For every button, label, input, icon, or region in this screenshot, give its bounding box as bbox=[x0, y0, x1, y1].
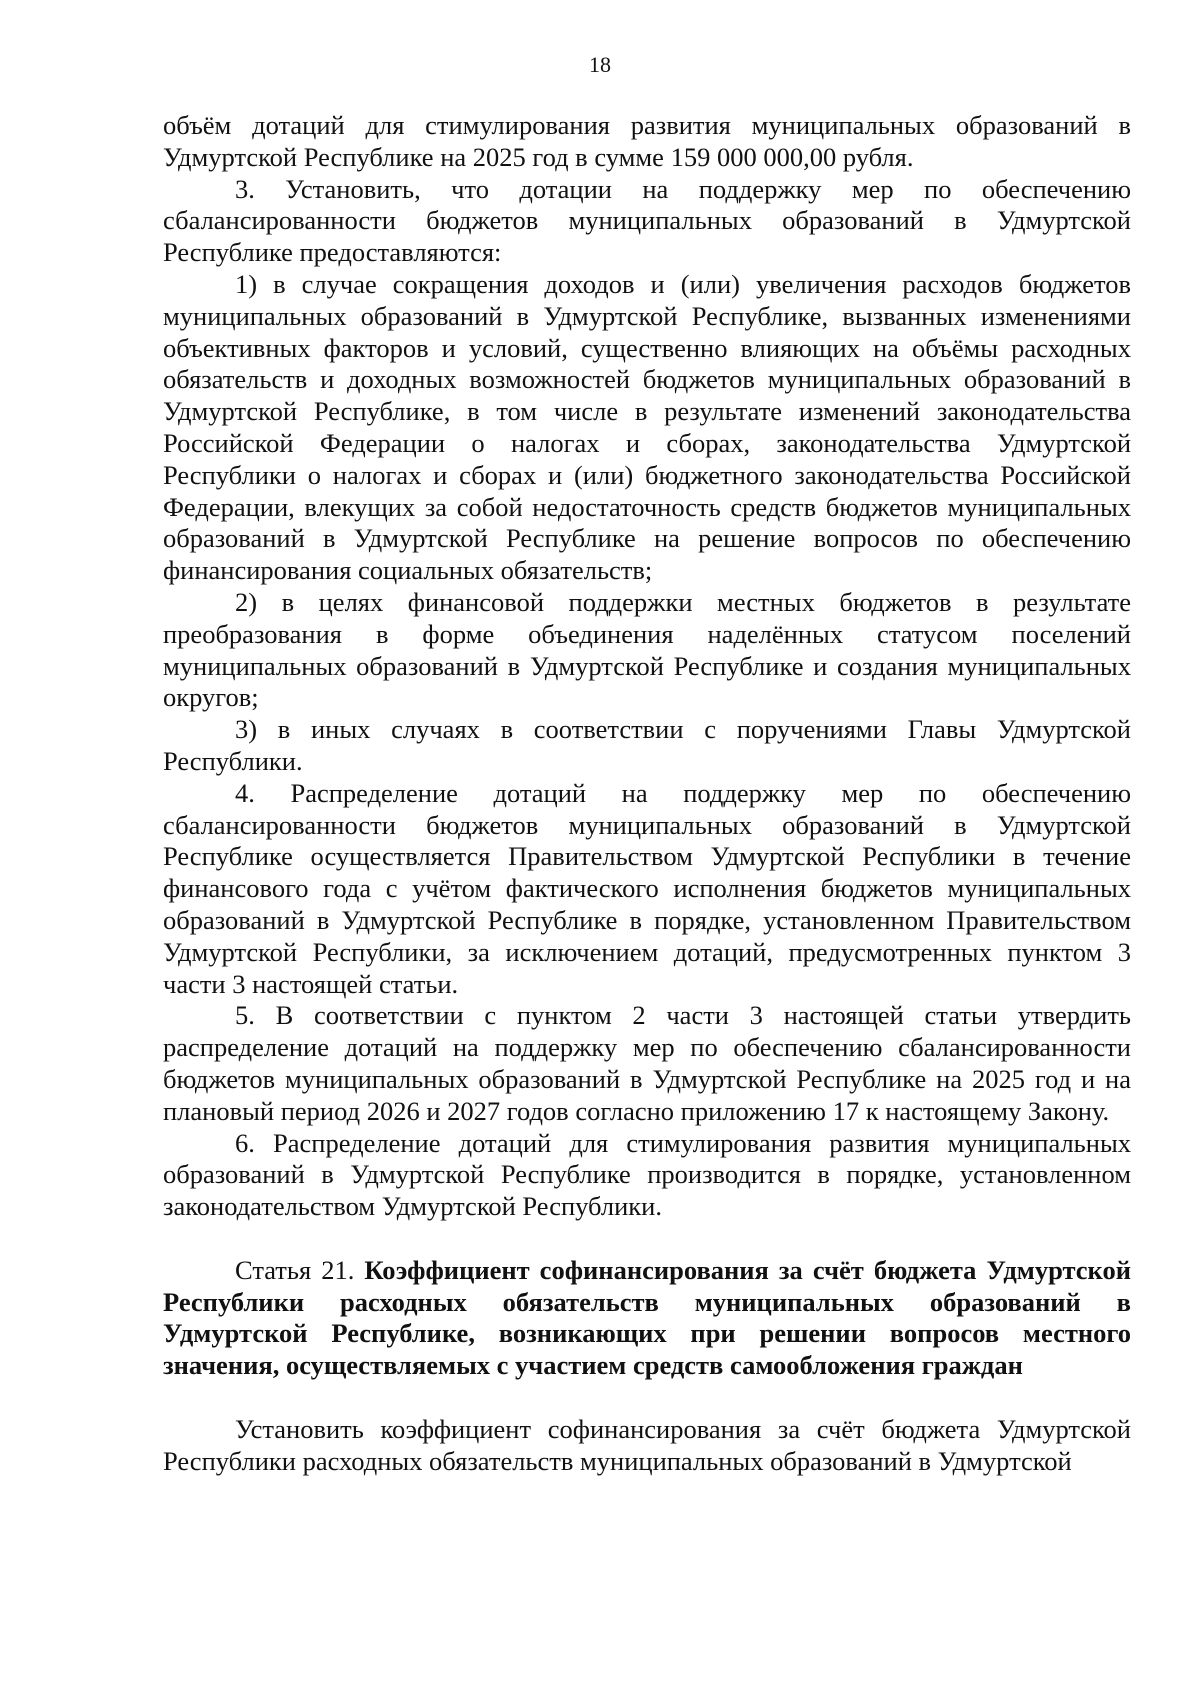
article-heading bbox=[163, 1255, 1131, 1382]
paragraph-article-body: Установить коэффициент софинансирования за счёт бюджета Удмуртской Республики расходных обязательств муниципальных образований в Удмуртской bbox=[163, 1414, 1131, 1476]
page-number: 18 bbox=[589, 52, 611, 77]
article-title: Коэффициент софинансирования за счёт бюджета Удмуртской Республики расходных обязательств муниципальных образований в Удмуртской Республике, возникающих при решении вопросов местного значения, осуществляемых с участием средств самообложения граждан bbox=[163, 1254, 1131, 1381]
paragraph-continuation: объём дотаций для стимулирования развития муниципальных образований в Удмуртской Республике на 2025 год в сумме 159 000 000,00 рубля. bbox=[163, 110, 1131, 172]
paragraph-subitem-2: 2) в целях финансовой поддержки местных бюджетов в результате преобразования в форме объединения наделённых статусом поселений муниципальных образований в Удмуртской Республике и создания муниципальных округов; bbox=[163, 586, 1131, 713]
paragraph-item-3: 3. Установить, что дотации на поддержку мер по обеспечению сбалансированности бюджетов муниципальных образований в Удмуртской Республике предоставляются: bbox=[163, 173, 1131, 268]
paragraph-item-5: 5. В соответствии с пунктом 2 части 3 настоящей статьи утвердить распределение дотаций на поддержку мер по обеспечению сбалансированности бюджетов муниципальных образований в Удмуртской Республике на 2025 год и на плановый период 2026 и 2027 годов согласно приложению 17 к настоящему Закону. bbox=[163, 1000, 1131, 1126]
document-body bbox=[163, 110, 1131, 1478]
paragraph-subitem-1: 1) в случае сокращения доходов и (или) увеличения расходов бюджетов муниципальных образований в Удмуртской Республике, вызванных изменениями объективных факторов и условий, существенно влияющих на объёмы расходных обязательств и доходных возможностей бюджетов муниципальных образований в Удмуртской Республике, в том числе в результате изменений законодательства Российской Федерации о налогах и сборах, законодательства Удмуртской Республики о налогах и сборах и (или) бюджетного законодательства Российской Федерации, влекущих за собой недостаточность средств бюджетов муниципальных образований в Удмуртской Республике на решение вопросов по обеспечению финансирования социальных обязательств; bbox=[163, 268, 1131, 586]
article-label: Статья 21. bbox=[235, 1254, 355, 1285]
paragraph-item-4: 4. Распределение дотаций на поддержку мер по обеспечению сбалансированности бюджетов муниципальных образований в Удмуртской Республике осуществляется Правительством Удмуртской Республики в течение финансового года с учётом фактического исполнения бюджетов муниципальных образований в Удмуртской Республике в порядке, установленном Правительством Удмуртской Республики, за исключением дотаций, предусмотренных пунктом 3 части 3 настоящей статьи. bbox=[163, 777, 1131, 999]
paragraph-item-6: 6. Распределение дотаций для стимулирования развития муниципальных образований в Удмуртской Республике производится в порядке, установленном законодательством Удмуртской Республики. bbox=[163, 1127, 1131, 1222]
paragraph-subitem-3: 3) в иных случаях в соответствии с поручениями Главы Удмуртской Республики. bbox=[163, 714, 1131, 776]
